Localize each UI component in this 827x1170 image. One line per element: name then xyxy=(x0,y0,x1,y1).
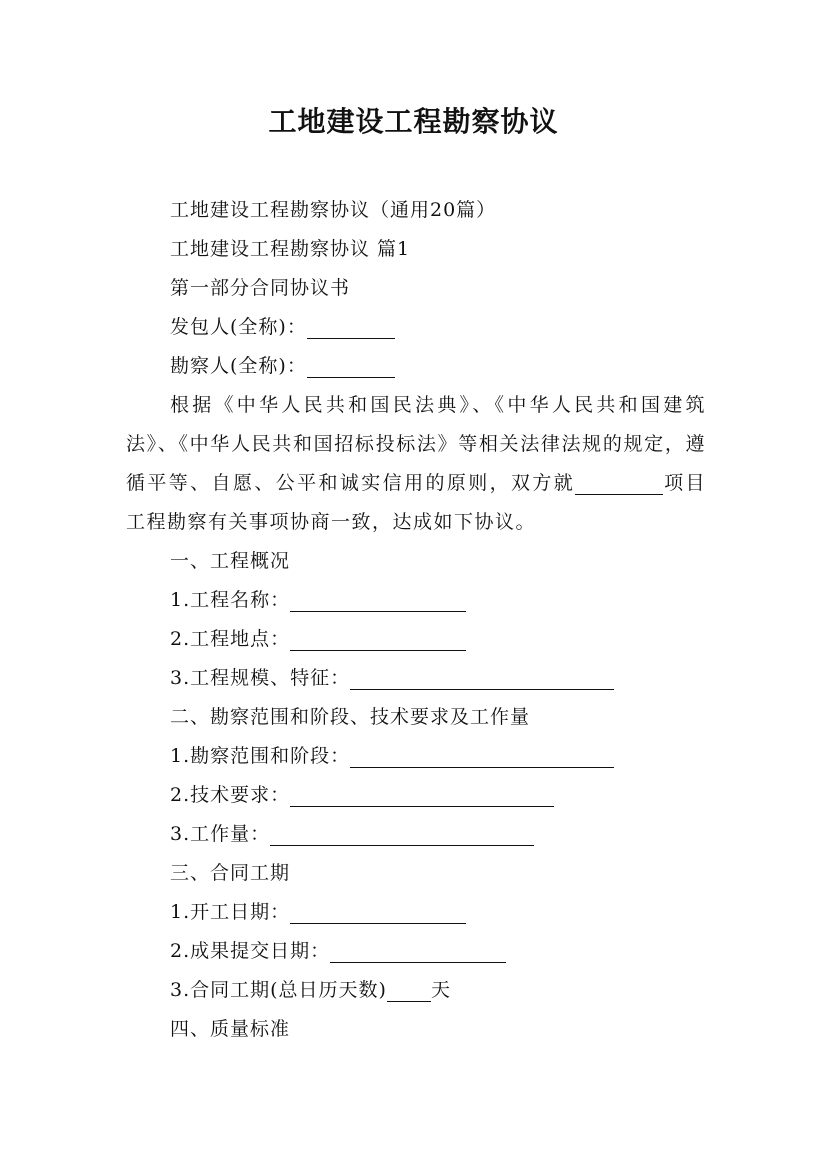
project-scale-label: 3.工程规模、特征： xyxy=(170,667,351,689)
project-location-blank xyxy=(290,628,466,651)
workload-blank xyxy=(270,823,534,846)
surveyor-blank xyxy=(307,355,395,378)
project-location-line xyxy=(126,620,706,659)
start-date-line xyxy=(126,893,706,932)
section-heading-1: 一、工程概况 xyxy=(170,550,291,572)
chapter-heading: 工地建设工程勘察协议 篇1 xyxy=(170,238,411,260)
start-date-label: 1.开工日期： xyxy=(170,901,291,923)
survey-scope-line xyxy=(126,737,706,776)
surveyor-line xyxy=(126,347,706,386)
intro-text-end: 项目工程勘察有关事项协商一致，达成如下协议。 xyxy=(126,472,706,533)
surveyor-label: 勘察人(全称)： xyxy=(170,355,307,377)
start-date-blank xyxy=(290,901,466,924)
section-heading-4: 四、质量标准 xyxy=(170,1018,291,1040)
duration-blank xyxy=(387,979,431,1002)
section-heading-2: 二、勘察范围和阶段、技术要求及工作量 xyxy=(170,706,531,728)
employer-blank xyxy=(307,316,395,339)
employer-line xyxy=(126,308,706,347)
project-scale-line xyxy=(126,659,706,698)
delivery-date-line xyxy=(126,932,706,971)
document-body xyxy=(126,191,706,1049)
part-heading: 第一部分合同协议书 xyxy=(170,277,351,299)
document-title: 工地建设工程勘察协议 xyxy=(268,105,559,138)
tech-req-line xyxy=(126,776,706,815)
project-name-blank xyxy=(290,589,466,612)
intro-paragraph xyxy=(126,386,706,542)
tech-req-label: 2.技术要求： xyxy=(170,784,291,806)
workload-label: 3.工作量： xyxy=(170,823,271,845)
duration-unit: 天 xyxy=(430,979,451,1001)
workload-line xyxy=(126,815,706,854)
survey-scope-blank xyxy=(350,745,614,768)
employer-label: 发包人(全称)： xyxy=(170,316,307,338)
project-scale-blank xyxy=(350,667,614,690)
project-location-label: 2.工程地点： xyxy=(170,628,291,650)
survey-scope-label: 1.勘察范围和阶段： xyxy=(170,745,351,767)
project-name-line xyxy=(126,581,706,620)
project-blank xyxy=(575,472,663,495)
intro-text: 根据《中华人民共和国民法典》、《中华人民共和国建筑法》、《中华人民共和国招标投标法》等相关法律法规的规定，遵循平等、自愿、公平和诚实信用的原则，双方就 xyxy=(126,394,706,494)
duration-line xyxy=(126,971,706,1010)
duration-label: 3.合同工期(总日历天数) xyxy=(170,979,387,1001)
tech-req-blank xyxy=(290,784,554,807)
project-name-label: 1.工程名称： xyxy=(170,589,291,611)
subtitle-line: 工地建设工程勘察协议（通用20篇） xyxy=(170,199,497,221)
delivery-date-blank xyxy=(330,940,506,963)
delivery-date-label: 2.成果提交日期： xyxy=(170,940,331,962)
section-heading-3: 三、合同工期 xyxy=(170,862,291,884)
